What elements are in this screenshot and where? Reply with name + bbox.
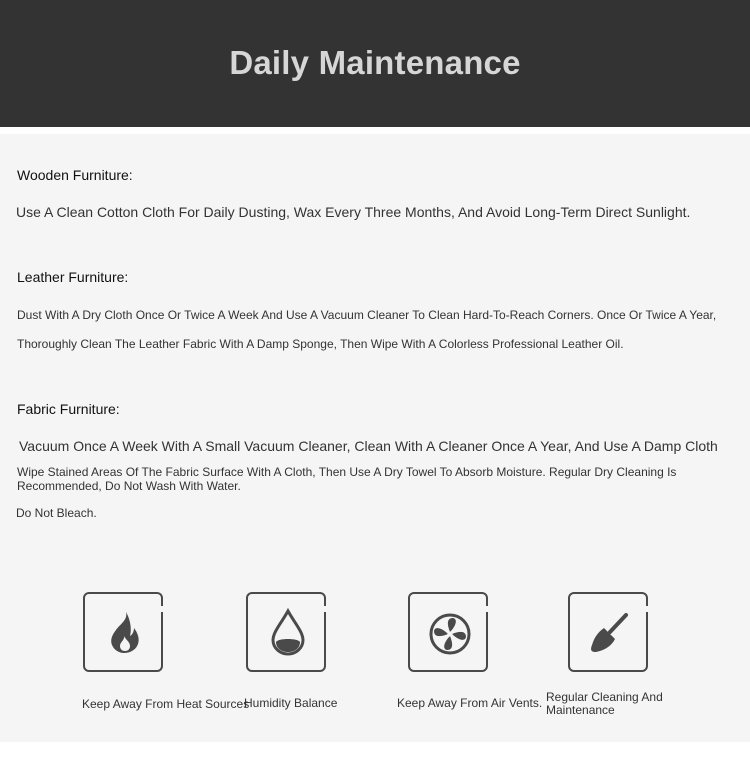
humidity-tip-label: Humidity Balance [244,696,338,710]
cleaning-tip-box [568,592,648,672]
water-drop-icon [268,608,308,656]
header-banner [0,0,750,127]
air-vent-tip-label: Keep Away From Air Vents. [397,696,543,710]
heat-tip-box [83,592,163,672]
leather-furniture-text-1: Dust With A Dry Cloth Once Or Twice A Week And Use A Vacuum Cleaner To Clean Hard-To-Reach Corners. Once Or Twice A Year, [17,308,717,322]
fabric-furniture-text-1: Vacuum Once A Week With A Small Vacuum Cleaner, Clean With A Cleaner Once A Year, And Use A Damp Cloth [19,438,718,454]
maintenance-panel [0,134,750,742]
page-title: Daily Maintenance [229,44,521,81]
fabric-furniture-text-3: Do Not Bleach. [16,506,97,520]
fan-icon [428,612,472,656]
flame-icon [104,610,144,654]
fabric-furniture-text-2: Wipe Stained Areas Of The Fabric Surface With A Cloth, Then Use A Dry Towel To Absorb Moisture. Regular Dry Cleaning Is Recommended, Do Not Wash With Water. [17,465,677,493]
fabric-furniture-heading: Fabric Furniture: [17,401,120,417]
heat-tip-label: Keep Away From Heat Sources [82,697,250,711]
air-vent-tip-box [408,592,488,672]
leather-furniture-text-2: Thoroughly Clean The Leather Fabric With A Damp Sponge, Then Wipe With A Colorless Professional Leather Oil. [17,337,624,351]
leather-furniture-heading: Leather Furniture: [17,269,129,285]
humidity-tip-box [246,592,326,672]
cleaning-tip-label: Regular Cleaning And Maintenance [546,690,663,717]
broom-icon [588,610,632,654]
wooden-furniture-heading: Wooden Furniture: [17,167,133,183]
wooden-furniture-text: Use A Clean Cotton Cloth For Daily Dusting, Wax Every Three Months, And Avoid Long-Term Direct Sunlight. [16,204,691,220]
